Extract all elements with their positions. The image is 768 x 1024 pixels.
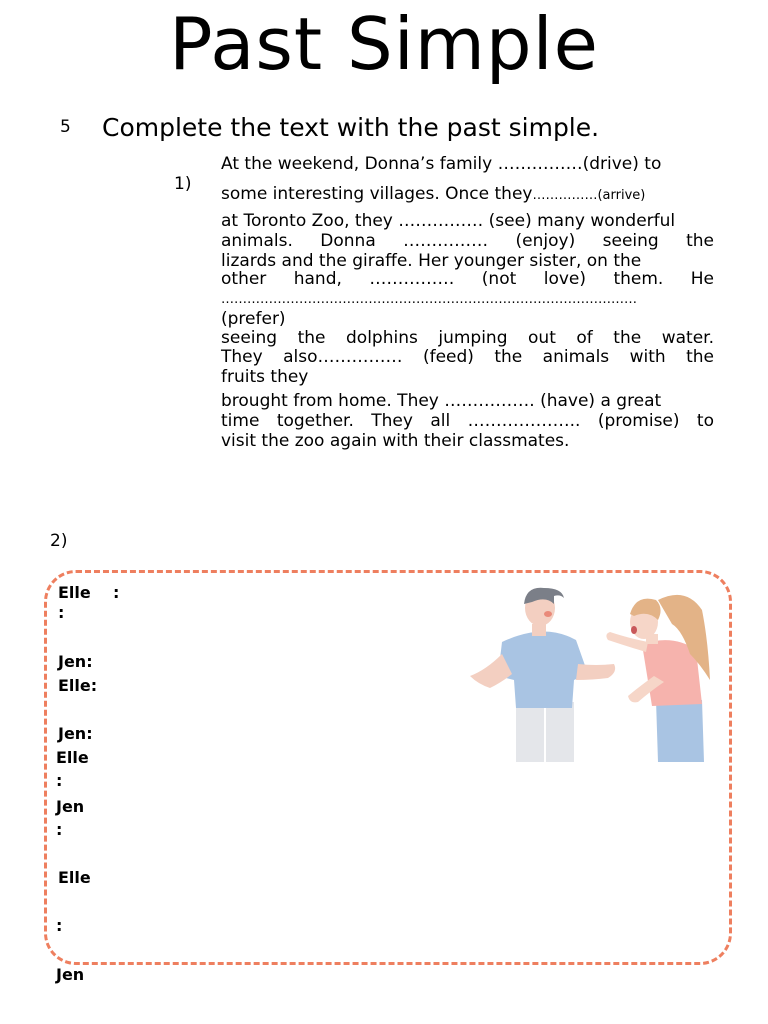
text-line-3: at Toronto Zoo, they …………… (see) many wonderful	[221, 211, 676, 231]
speaker-colon: :	[113, 583, 120, 602]
speaker-jen-1: Jen:	[58, 652, 93, 671]
text-line-10: They also…………… (feed) the animals with the	[221, 347, 714, 367]
arguing-couple-illustration	[468, 584, 714, 764]
man-figure	[470, 588, 615, 762]
text-line-2	[221, 184, 714, 204]
speaker-elle-2: Elle:	[58, 676, 98, 695]
speaker-elle-4: Elle	[58, 868, 91, 887]
text-line-14: visit the zoo again with their classmates.	[221, 431, 570, 451]
speaker-jen-3: Jen	[56, 797, 85, 816]
speaker-jen-4: Jen	[56, 965, 85, 984]
text-line-1: At the weekend, Donna’s family ……………(drive) to	[221, 154, 662, 174]
exercise-instruction: Complete the text with the past simple.	[102, 113, 600, 142]
text-line-8: (prefer)	[221, 309, 286, 329]
exercise-number: 5	[60, 117, 71, 137]
text-line-2-start: some interesting villages. Once they	[221, 184, 533, 204]
speaker-jen-2: Jen:	[58, 724, 93, 743]
speaker-colon: :	[56, 771, 63, 790]
speaker-elle-1: Elle	[58, 583, 91, 602]
item-1-label: 1)	[174, 174, 192, 194]
text-line-7-blank: ……………………………………………………………………………………	[221, 292, 637, 307]
woman-figure	[606, 595, 710, 762]
page-title: Past Simple	[169, 2, 599, 86]
text-line-12: brought from home. They ……………. (have) a great	[221, 391, 662, 411]
text-line-2-blank: ……………(arrive)	[532, 188, 646, 203]
text-line-9: seeing the dolphins jumping out of the water.	[221, 328, 714, 348]
text-line-13: time together. They all ……………….. (promise) to	[221, 411, 714, 431]
text-line-4: animals. Donna …………… (enjoy) seeing the	[221, 231, 714, 251]
speaker-colon: :	[56, 820, 63, 839]
speaker-colon: :	[56, 916, 63, 935]
item-2-label: 2)	[50, 531, 68, 551]
speaker-colon: :	[58, 603, 65, 622]
text-line-6: other hand, …………… (not love) them. He	[221, 269, 714, 289]
text-line-5: lizards and the giraffe. Her younger sister, on the	[221, 251, 642, 271]
speaker-elle-3: Elle	[56, 748, 89, 767]
text-line-11: fruits they	[221, 367, 309, 387]
